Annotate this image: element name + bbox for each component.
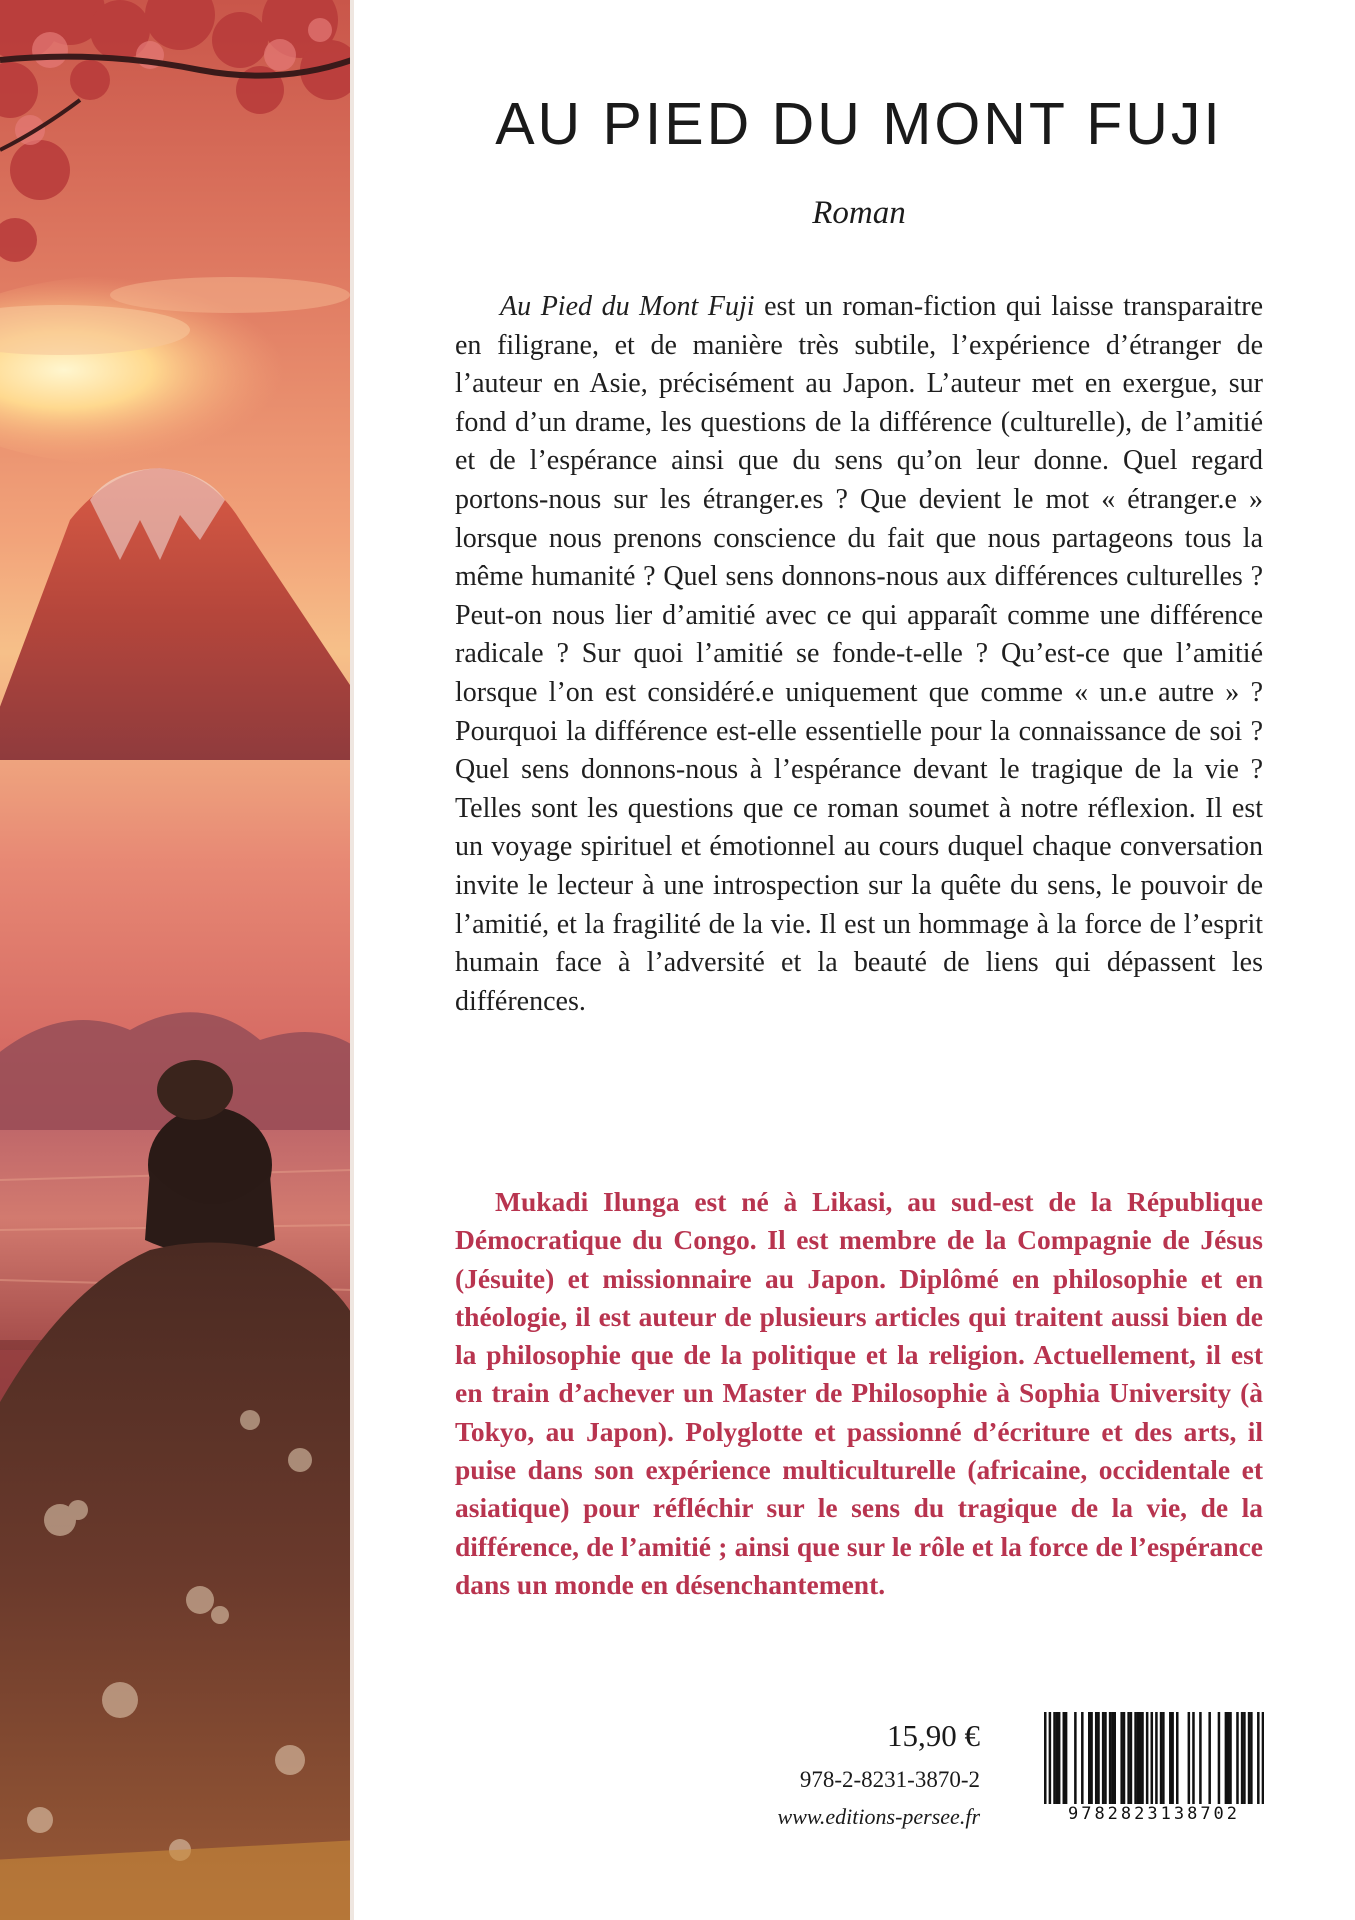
barcode-digits: 9782823138702 bbox=[1067, 1804, 1241, 1824]
barcode-bar bbox=[1160, 1712, 1163, 1804]
barcode-bar bbox=[1134, 1712, 1137, 1804]
book-title: AU PIED DU MONT FUJI bbox=[495, 91, 1223, 157]
book-price: 15,90 € bbox=[887, 1718, 980, 1753]
barcode-bar bbox=[1113, 1712, 1116, 1804]
barcode-bar bbox=[1250, 1712, 1253, 1804]
barcode-bar bbox=[1123, 1712, 1126, 1804]
barcode-bar bbox=[1248, 1712, 1251, 1804]
barcode-bar bbox=[1155, 1712, 1158, 1804]
barcode-bar bbox=[1058, 1712, 1061, 1804]
barcode-bar bbox=[1139, 1712, 1142, 1804]
summary-text: est un roman-fiction qui laisse transparaitre en filigrane, et de manière très subtile, l’expérience d’étranger de l’auteur en Asie, précisément au Japon. L’auteur met en exergue, sur fond d’un drame, les questions de la différence (culturelle), de l’amitié et de l’espérance ainsi que du sens qu’on leur donne. Quel regard portons-nous sur les étranger.es ? Que devient le mot « étranger.e » lorsque nous prenons conscience du fait que nous partageons tous la même humanité ? Quel sens donnons-nous aux différences culturelles ? Peut-on nous lier d’amitié avec ce qui apparaît comme une différence radicale ? Sur quoi l’amitié se fonde-t-elle ? Qu’est-ce que l’amitié lorsque l’on est considéré.e uniquement que comme « un.e autre » ? Pourquoi la différence est-elle essentielle pour la connaissance de soi ? Quel sens donnons-nous à l’espérance devant le tragique de la vie ? Telles sont les questions que ce roman soumet à notre réflexion. Il est un voyage spirituel et émotionnel au cours duquel chaque conversation invite le lecteur à une introspection sur la quête du sens, le pouvoir de l’amitié, et la fragilité de la vie. Il est un hommage à la force de l’esprit humain face à l’adversité et la beauté de liens qui dépassent les différences. bbox=[455, 291, 1263, 1017]
cover-divider bbox=[350, 0, 354, 1920]
barcode-bar bbox=[1262, 1712, 1264, 1804]
barcode-bar bbox=[1192, 1712, 1195, 1804]
summary-title-italic: Au Pied du Mont Fuji bbox=[500, 291, 755, 322]
barcode-bar bbox=[1241, 1712, 1244, 1804]
book-genre: Roman bbox=[812, 195, 906, 231]
barcode-bar bbox=[1097, 1712, 1100, 1804]
back-cover-text bbox=[455, 0, 1263, 1920]
barcode-bar bbox=[1065, 1712, 1068, 1804]
barcode-bar bbox=[1095, 1712, 1098, 1804]
barcode-bar bbox=[1188, 1712, 1191, 1804]
barcode-bar bbox=[1171, 1712, 1174, 1804]
barcode-bar bbox=[1176, 1712, 1179, 1804]
barcode-bar bbox=[1146, 1712, 1149, 1804]
barcode-bar bbox=[1243, 1712, 1246, 1804]
barcode-bar bbox=[1218, 1712, 1221, 1804]
barcode-bar bbox=[1102, 1712, 1105, 1804]
barcode-bar bbox=[1063, 1712, 1066, 1804]
publisher-website: www.editions-persee.fr bbox=[777, 1804, 980, 1829]
barcode-bar bbox=[1109, 1712, 1112, 1804]
barcode-bar bbox=[1236, 1712, 1239, 1804]
isbn-number: 978-2-8231-3870-2 bbox=[799, 1767, 980, 1792]
barcode bbox=[1038, 1712, 1270, 1830]
barcode-bar bbox=[1120, 1712, 1123, 1804]
cover-illustration bbox=[0, 0, 352, 1920]
barcode-bar bbox=[1141, 1712, 1144, 1804]
barcode-bar bbox=[1208, 1712, 1211, 1804]
barcode-bar bbox=[1104, 1712, 1107, 1804]
barcode-bar bbox=[1049, 1712, 1052, 1804]
barcode-bar bbox=[1127, 1712, 1130, 1804]
barcode-bar bbox=[1199, 1712, 1202, 1804]
barcode-bar bbox=[1081, 1712, 1084, 1804]
barcode-bar bbox=[1227, 1712, 1230, 1804]
barcode-bar bbox=[1229, 1712, 1232, 1804]
barcode-bar bbox=[1225, 1712, 1228, 1804]
barcode-bar bbox=[1130, 1712, 1133, 1804]
barcode-icon bbox=[1044, 1712, 1264, 1804]
barcode-bar bbox=[1053, 1712, 1056, 1804]
book-summary bbox=[455, 288, 1263, 1021]
barcode-bar bbox=[1074, 1712, 1077, 1804]
barcode-bar bbox=[1151, 1712, 1154, 1804]
barcode-bar bbox=[1257, 1712, 1260, 1804]
barcode-bar bbox=[1044, 1712, 1047, 1804]
barcode-bar bbox=[1090, 1712, 1093, 1804]
barcode-bar bbox=[1056, 1712, 1059, 1804]
barcode-bar bbox=[1088, 1712, 1091, 1804]
barcode-bar bbox=[1137, 1712, 1140, 1804]
author-bio: Mukadi Ilunga est né à Likasi, au sud-est de la République Démocratique du Congo. Il est membre de la Compagnie de Jésus (Jésuite) et missionnaire au Japon. Diplômé en philosophie et en théologie, il est auteur de plusieurs articles qui traitent aussi bien de la philosophie que de la politique et la religion. Actuellement, il est en train d’achever un Master de Philosophie à Sophia University (à Tokyo, au Japon). Polyglotte et passionné d’écriture et des arts, il puise dans son expérience multiculturelle (africaine, occidentale et asiatique) pour réfléchir sur le sens du tragique de la vie, de la différence, de l’amitié ; ainsi que sur le rôle et la force de l’espérance dans un monde en désenchantement. bbox=[455, 1186, 1263, 1600]
barcode-bar bbox=[1169, 1712, 1172, 1804]
barcode-bar bbox=[1111, 1712, 1114, 1804]
barcode-bar bbox=[1162, 1712, 1165, 1804]
mount-fuji-sunset-icon bbox=[0, 0, 352, 1920]
